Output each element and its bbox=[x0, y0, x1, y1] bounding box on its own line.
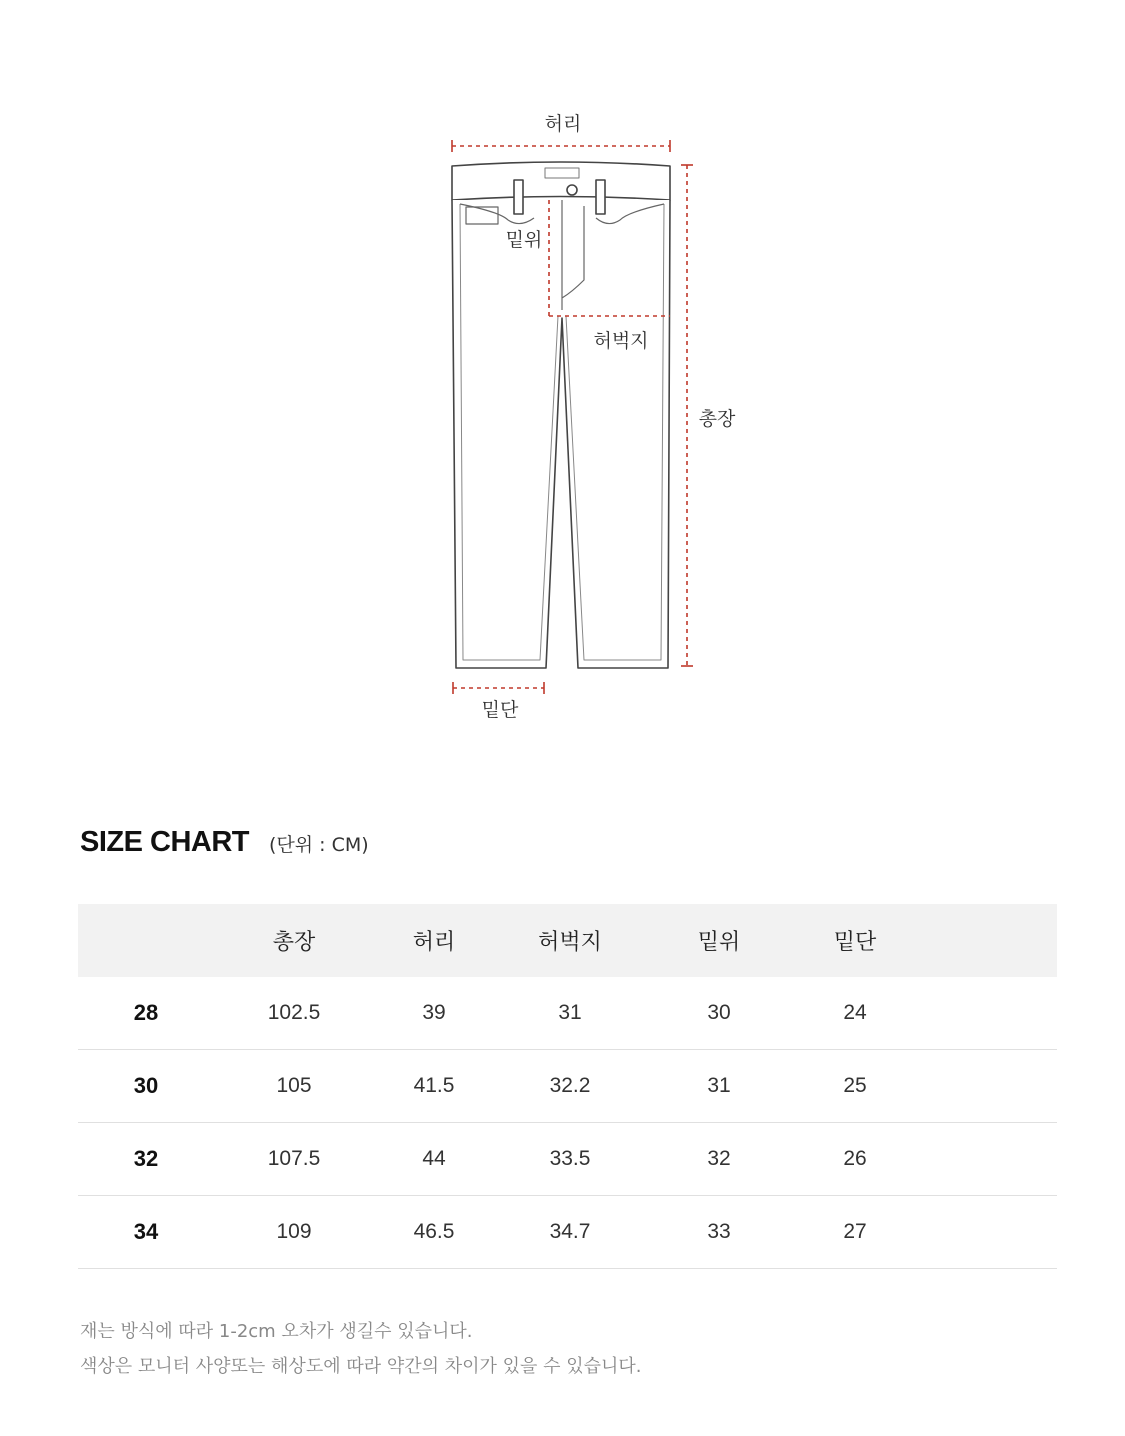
size-cell: 32 bbox=[78, 1123, 214, 1196]
total-length-cell: 102.5 bbox=[214, 977, 374, 1050]
table-header-row bbox=[78, 904, 1057, 977]
waist-cell: 41.5 bbox=[374, 1050, 494, 1123]
waist-cell: 39 bbox=[374, 977, 494, 1050]
length-label: 총장 bbox=[698, 408, 736, 430]
header-size bbox=[78, 904, 214, 977]
hem-cell: 26 bbox=[792, 1123, 918, 1196]
size-chart-table bbox=[78, 904, 1057, 1269]
thigh-cell: 33.5 bbox=[494, 1123, 646, 1196]
hem-cell: 24 bbox=[792, 977, 918, 1050]
rise-cell: 30 bbox=[646, 977, 792, 1050]
header-hem: 밑단 bbox=[792, 904, 918, 977]
hem-cell: 25 bbox=[792, 1050, 918, 1123]
table-row bbox=[78, 977, 1057, 1050]
total-length-cell: 107.5 bbox=[214, 1123, 374, 1196]
rise-cell: 31 bbox=[646, 1050, 792, 1123]
size-cell: 28 bbox=[78, 977, 214, 1050]
hem-cell: 27 bbox=[792, 1196, 918, 1269]
size-chart-unit: (단위 : CM) bbox=[269, 834, 369, 856]
table-row bbox=[78, 1050, 1057, 1123]
total-length-cell: 109 bbox=[214, 1196, 374, 1269]
waist-cell: 46.5 bbox=[374, 1196, 494, 1269]
header-thigh: 허벅지 bbox=[494, 904, 646, 977]
header-rise: 밑위 bbox=[646, 904, 792, 977]
size-notes bbox=[80, 1314, 641, 1384]
hem-label: 밑단 bbox=[481, 699, 519, 721]
thigh-cell: 34.7 bbox=[494, 1196, 646, 1269]
waist-label: 허리 bbox=[544, 113, 582, 135]
spacer-cell bbox=[918, 1123, 1057, 1196]
spacer-cell bbox=[918, 1196, 1057, 1269]
table-row bbox=[78, 1196, 1057, 1269]
waist-cell: 44 bbox=[374, 1123, 494, 1196]
note-measurement-tolerance: 재는 방식에 따라 1-2cm 오차가 생길수 있습니다. bbox=[80, 1321, 473, 1342]
header-waist: 허리 bbox=[374, 904, 494, 977]
size-chart-title: SIZE CHART bbox=[80, 826, 249, 858]
size-chart-heading bbox=[80, 826, 369, 859]
header-total-length: 총장 bbox=[214, 904, 374, 977]
rise-cell: 32 bbox=[646, 1123, 792, 1196]
spacer-cell bbox=[918, 977, 1057, 1050]
thigh-label: 허벅지 bbox=[593, 330, 649, 352]
total-length-cell: 105 bbox=[214, 1050, 374, 1123]
size-cell: 30 bbox=[78, 1050, 214, 1123]
table-row bbox=[78, 1123, 1057, 1196]
rise-label: 밑위 bbox=[505, 229, 543, 251]
thigh-cell: 31 bbox=[494, 977, 646, 1050]
spacer-cell bbox=[918, 1050, 1057, 1123]
header-spacer bbox=[918, 904, 1057, 977]
size-cell: 34 bbox=[78, 1196, 214, 1269]
pants-illustration bbox=[452, 162, 670, 668]
rise-cell: 33 bbox=[646, 1196, 792, 1269]
thigh-cell: 32.2 bbox=[494, 1050, 646, 1123]
note-color-variance: 색상은 모니터 사양또는 해상도에 따라 약간의 차이가 있을 수 있습니다. bbox=[80, 1356, 642, 1377]
